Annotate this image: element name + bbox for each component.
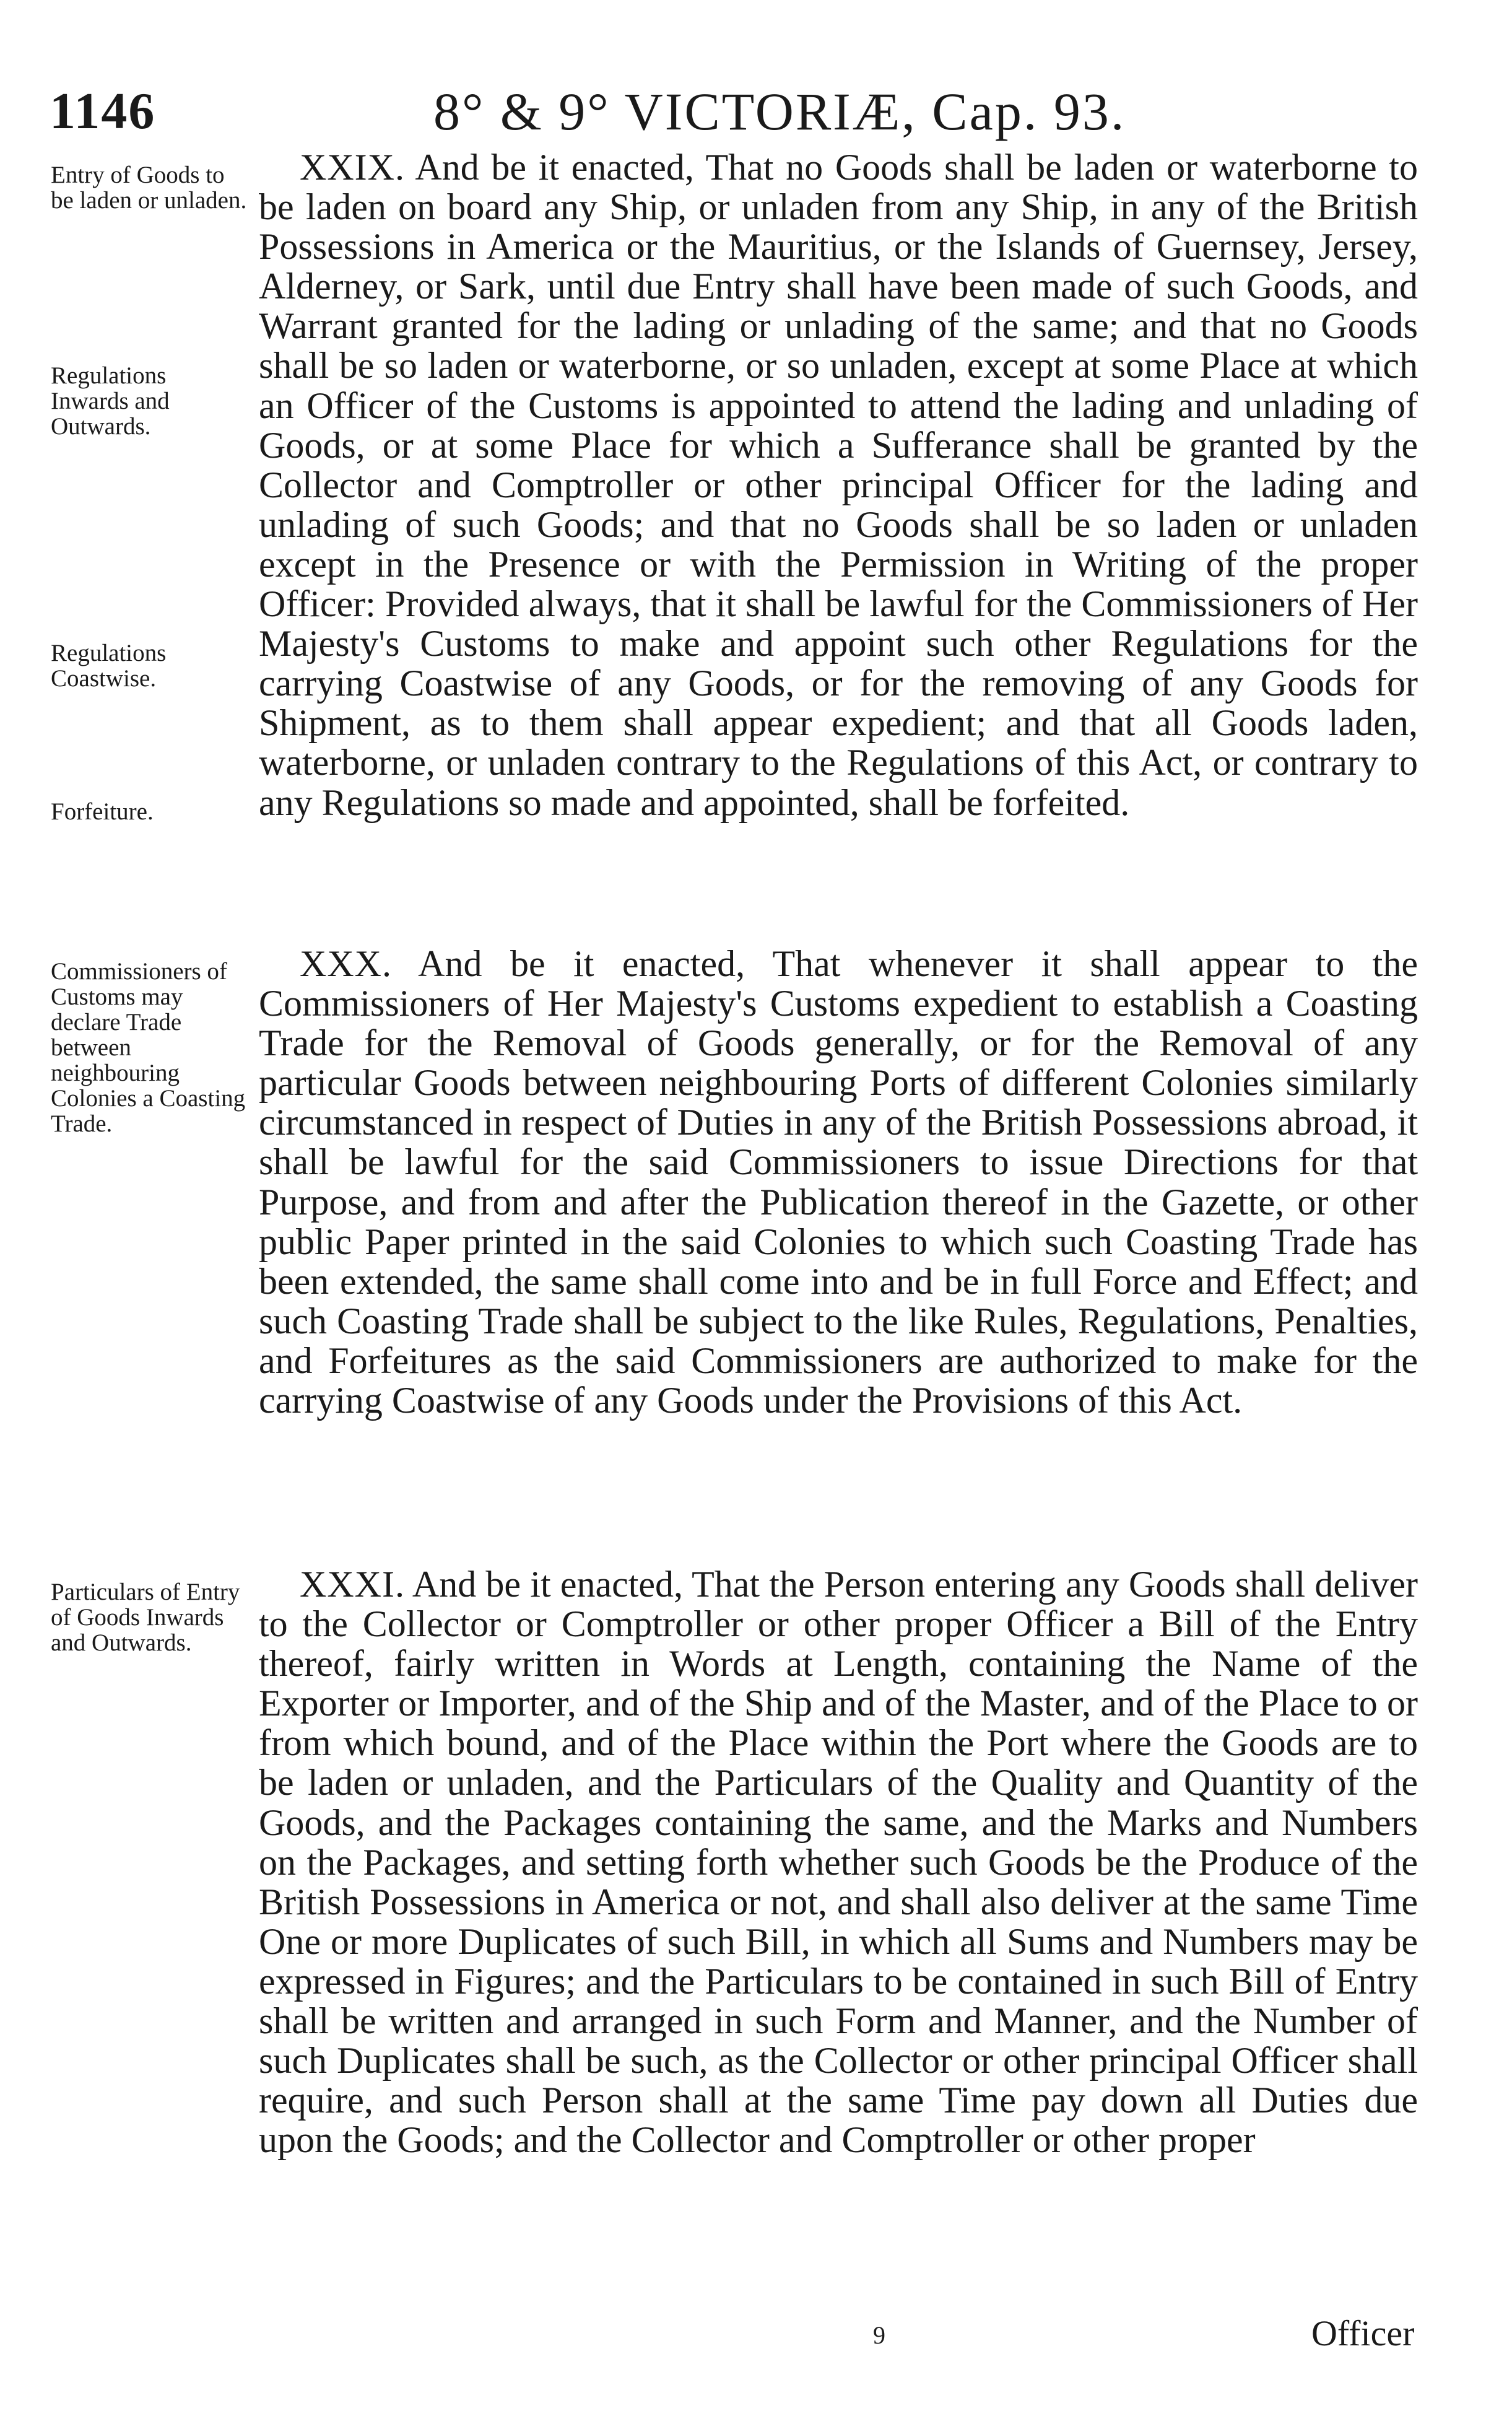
section-number: XXIX. (300, 147, 405, 188)
marginal-note-regulations-coastwise: Regulations Coastwise. (51, 640, 167, 692)
marginal-note-forfeiture: Forfeiture. (51, 798, 154, 825)
marginal-note-coasting-trade: Commissioners of Customs may declare Trade between neighbouring Colonies a Coasting Trade. (51, 958, 246, 1137)
section-xxx (259, 944, 1418, 1420)
running-head: 8° & 9° VICTORIÆ, Cap. 93. (433, 82, 1126, 141)
catchword: Officer (1311, 2313, 1415, 2353)
marginal-note-particulars-of-entry: Particulars of Entry of Goods Inwards and Outwards. (51, 1579, 240, 1656)
page-number: 1146 (50, 82, 156, 140)
section-xxxi (259, 1564, 1418, 2160)
marginal-note-entry-of-goods: Entry of Goods to be laden or unladen. (51, 162, 247, 214)
signature-mark: 9 (873, 2321, 885, 2349)
section-xxix (259, 147, 1418, 822)
section-text: And be it enacted, That no Goods shall be laden or waterborne to be laden on board any Ship, or unladen from any Ship, in any of the British Possessions in America or the Mauritius, or the Islands of Guernsey, Jersey, Alderney, or Sark, until due Entry shall have been made of such Goods, and Warrant granted for the lading or unlading of the same; and that no Goods shall be so laden or waterborne, or so unladen, except at some Place at which an Officer of the Customs is appointed to attend the lading and unlading of Goods, or at some Place for which a Sufferance shall be granted by the Collector and Comptroller or other principal Officer for the lading and unlading of such Goods; and that no Goods shall be so laden or unladen except in the Presence or with the Permission in Writing of the proper Officer: Provided always, that it shall be lawful for the Commissioners of Her Majesty's Customs to make and appoint such other Regulations for the carrying Coastwise of any Goods, or for the removing of any Goods for Shipment, as to them shall appear expedient; and that all Goods laden, waterborne, or unladen contrary to the Regulations of this Act, or contrary to any Regulations so made and appointed, shall be forfeited. (259, 147, 1418, 823)
marginal-note-regulations-inwards-outwards: Regulations Inwards and Outwards. (51, 362, 170, 440)
section-text: And be it enacted, That the Person entering any Goods shall deliver to the Collector or Comptroller or other proper Officer a Bill of the Entry thereof, fairly written in Words at Length, containing the Name of the Exporter or Importer, and of the Ship and of the Master, and of the Place to or from which bound, and of the Place within the Port where the Goods are to be laden or unladen, and the Particulars of the Quality and Quantity of the Goods, and the Packages containing the same, and the Marks and Numbers on the Packages, and setting forth whether such Goods be the Produce of the British Possessions in America or not, and shall also deliver at the same Time One or more Duplicates of such Bill, in which all Sums and Numbers may be expressed in Figures; and the Particulars to be contained in such Bill of Entry shall be written and arranged in such Form and Manner, and the Number of such Duplicates shall be such, as the Collector or other principal Officer shall require, and such Person shall at the same Time pay down all Duties due upon the Goods; and the Collector and Comptroller or other proper (259, 1564, 1418, 2161)
section-number: XXX. (300, 943, 392, 984)
section-text: And be it enacted, That whenever it shall appear to the Commissioners of Her Majesty's Customs expedient to establish a Coasting Trade for the Removal of Goods generally, or for the Removal of any particular Goods between neighbouring Ports of different Colonies similarly circumstanced in respect of Duties in any of the British Possessions abroad, it shall be lawful for the said Commissioners to issue Directions for that Purpose, and from and after the Publication thereof in the Gazette, or other public Paper printed in the said Colonies to which such Coasting Trade has been extended, the same shall come into and be in full Force and Effect; and such Coasting Trade shall be subject to the like Rules, Regulations, Penalties, and Forfeitures as the said Commissioners are authorized to make for the carrying Coastwise of any Goods under the Provisions of this Act. (259, 943, 1418, 1421)
section-number: XXXI. (300, 1564, 405, 1605)
page-header (50, 74, 1412, 149)
